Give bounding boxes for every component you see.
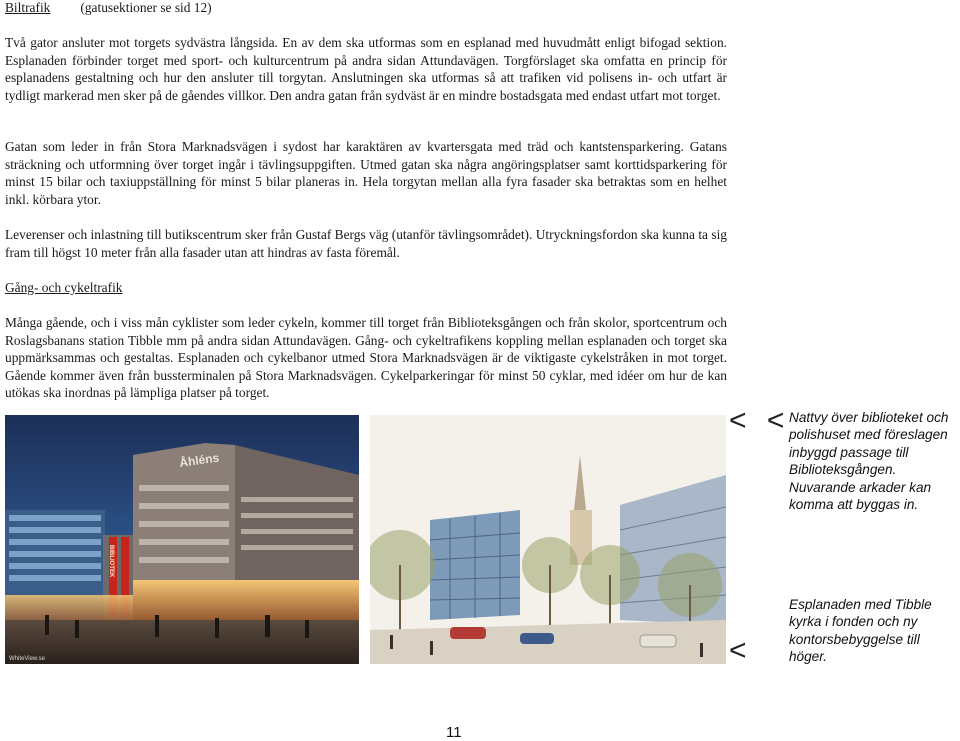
caption-1-line: Biblioteksgången. <box>789 462 897 478</box>
caption-2-line: höger. <box>789 649 828 665</box>
paragraph-1: Två gator ansluter mot torgets sydvästra långsida. En av dem ska utformas som en esplanad med huvudmått enligt bifogad sektion. Esplanaden förbinder torget med sport- och kulturcentrum på andra sidan Attundavägen. Torgförslaget ska omfatta en princip för esplanadens gestaltning och hur den ansluter till torgytan. Anslutningen ska utformas så att trafiken vid polisens in- och utfart är tydligt markerad men sker på de gåendes villkor. Den andra gatan från sydväst är en mindre bostadsgata med endast utfart mot torget. <box>5 35 727 103</box>
esplanade-illustration <box>370 415 726 664</box>
caption-2-line: kontorsbebyggelse till <box>789 631 920 647</box>
caption-2 <box>789 596 960 666</box>
caption-2-line: kyrka i fonden och ny <box>789 614 918 630</box>
paragraph-walk: Många gående, och i viss mån cyklister som leder cykeln, kommer till torget från Biblioteksgången och från skolor, sportcentrum och Roslagsbanans station Tibble mm på andra sidan Attundavägen. Gång- och cykeltrafikens koppling mellan esplanaden och torget ska uppmärksammas och gestaltas. Esplanaden och cykelbanor utmed Stora Marknadsvägen är de viktigaste cykelstråken in mot torget. Gående kommer även från bussterminalen på Stora Marknadsvägen. Cykelparkeringar för minst 50 cyklar, med idéer om hur de kan utökas ska inordnas på lämpliga platser på torget. <box>5 315 727 401</box>
night-view-photo <box>5 415 359 664</box>
caption-1-line: inbyggd passage till <box>789 444 909 460</box>
watermark-text: WhiteView.se <box>9 656 45 662</box>
section-heading-walk <box>5 279 123 296</box>
caption-1-line: polishuset med föreslagen <box>789 427 948 443</box>
caption-1-line: Nattvy över biblioteket och <box>789 410 949 425</box>
caption-1 <box>789 409 960 513</box>
caption-2-arrow: < <box>729 634 747 667</box>
night-view-illustration <box>5 415 359 664</box>
store-sign-text: Åhléns <box>178 450 221 470</box>
paragraph-2: Gatan som leder in från Stora Marknadsvägen i sydost har karaktären av kvartersgata med träd och kantstensparkering. Gatans sträckning och utformning över torget ingår i tävlingsuppgiften. Utmed gatan ska några angöringsplatser samt korttidsparkering för minst 15 bilar och taxiuppställning för minst 5 bilar planeras in. Hela torgytan mellan alla fyra fasader ska betraktas som en helhet inkl. körbara ytor. <box>5 139 727 207</box>
caption-1-line: Nuvarande arkader kan <box>789 479 932 495</box>
paragraph-3: Leverenser och inlastning till butikscentrum sker från Gustaf Bergs väg (utanför tävlingsområdet). Utryckningsfordon ska kunna ta sig fram till högst 10 meter från alla fasader utan att hindras av fasta föremål. <box>5 227 727 260</box>
library-sign-text: BIBLIOTEK <box>108 545 114 578</box>
page-number: 11 <box>446 724 462 741</box>
caption-1-arrows: < < <box>729 404 791 437</box>
heading-title: Biltrafik <box>5 0 51 15</box>
caption-2-line: Esplanaden med Tibble <box>789 597 932 612</box>
section-heading-biltrafik <box>5 0 212 16</box>
heading-note: (gatusektioner se sid 12) <box>80 0 212 15</box>
heading-title-walk: Gång- och cykeltrafik <box>5 280 123 295</box>
caption-1-line: komma att byggas in. <box>789 497 919 513</box>
esplanade-painting <box>370 415 726 664</box>
